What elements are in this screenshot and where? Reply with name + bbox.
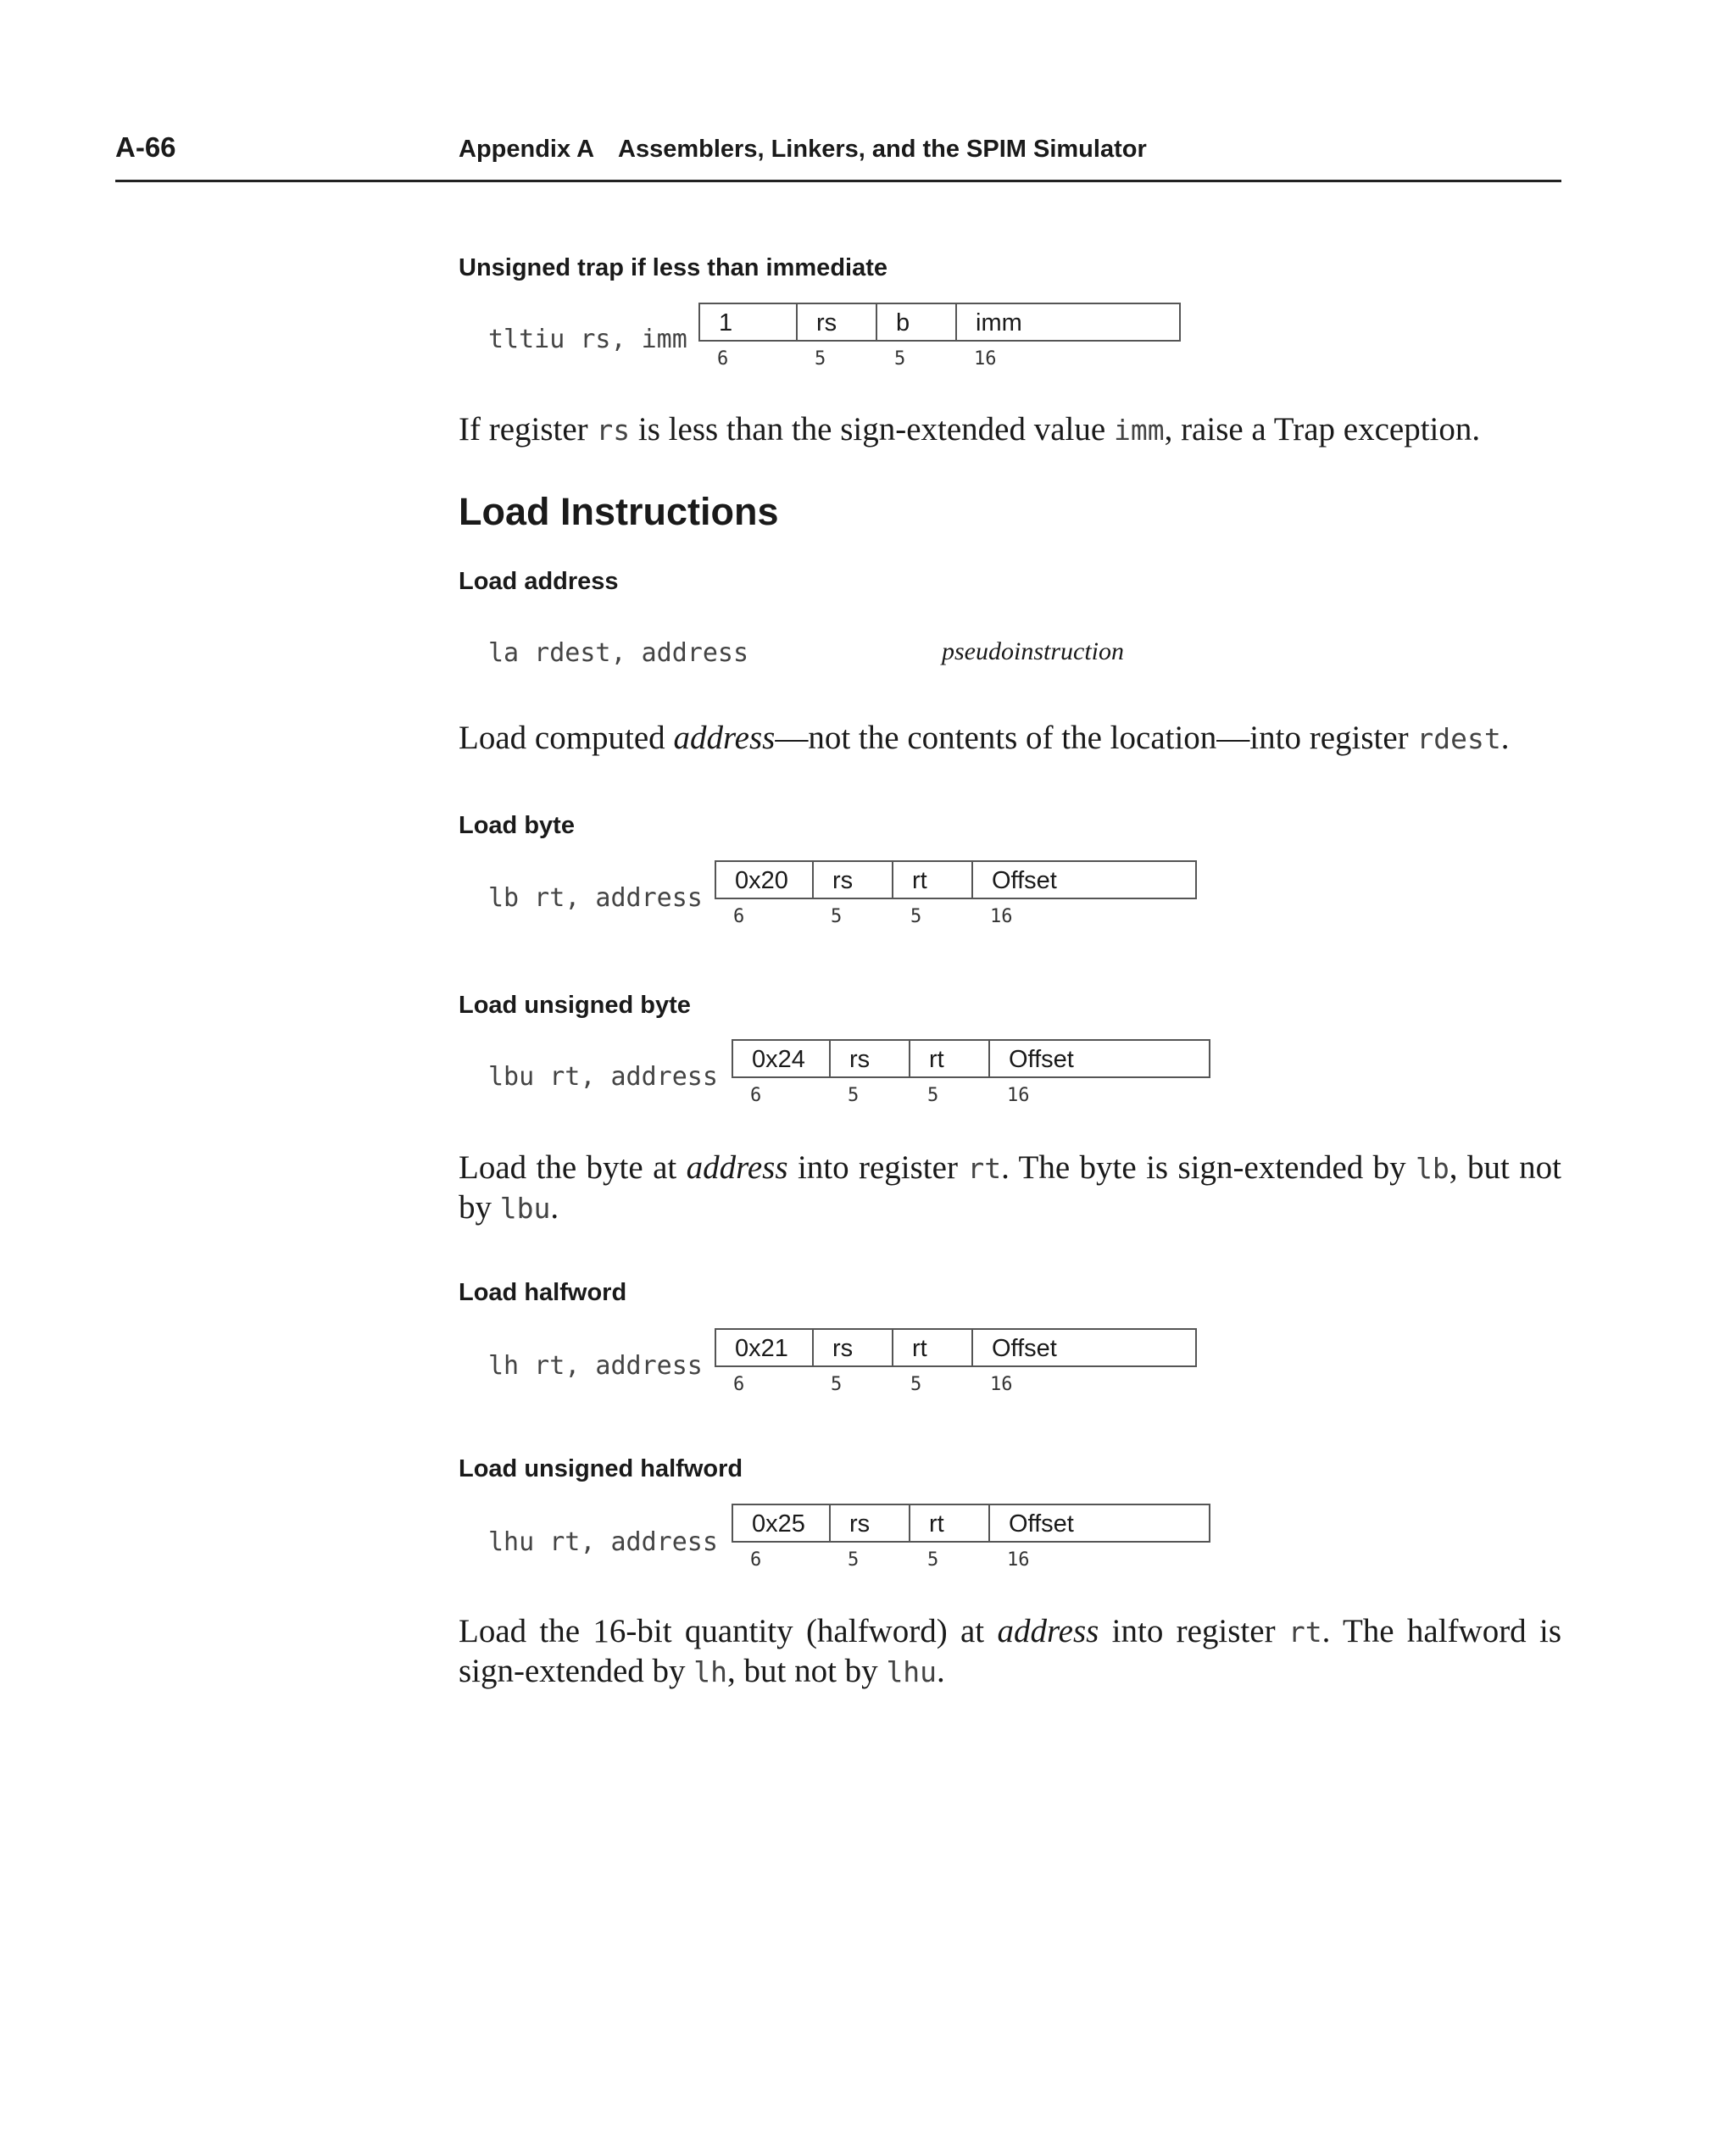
bit-width: 6 (750, 1085, 762, 1106)
bit-width: 16 (990, 906, 1013, 927)
format-fields (715, 1328, 1197, 1367)
lbu-heading: Load unsigned byte (459, 992, 691, 1019)
page-number: A-66 (115, 131, 176, 163)
la-description (459, 719, 1561, 759)
field-opcode: 0x20 (716, 862, 814, 898)
bit-width: 5 (815, 348, 826, 370)
format-fields (698, 303, 1181, 342)
field-rs: rs (814, 1330, 893, 1365)
format-fields (732, 1504, 1210, 1543)
text: . The halfword is sign-extended by (459, 1613, 1561, 1689)
code-term: lhu (886, 1655, 938, 1688)
text: Load the byte at (459, 1149, 687, 1186)
bit-width: 16 (1007, 1549, 1030, 1571)
format-fields (715, 860, 1197, 899)
la-syntax: la rdest, address (488, 638, 749, 668)
tltiu-description (459, 410, 1561, 450)
field-offset: Offset (1009, 1046, 1074, 1073)
pseudoinstruction-note: pseudoinstruction (942, 637, 1124, 665)
bit-width: 16 (1007, 1085, 1030, 1106)
field-rt: rt (910, 1041, 990, 1076)
lhu-format (732, 1504, 1210, 1573)
field-offset: Offset (992, 1335, 1057, 1362)
format-bit-widths (732, 1548, 1210, 1573)
italic-term: address (673, 720, 776, 756)
tltiu-format (698, 303, 1181, 372)
bit-width: 5 (927, 1085, 939, 1106)
tltiu-syntax: tltiu rs, imm (488, 325, 687, 354)
field-opcode: 0x21 (716, 1330, 814, 1365)
header-rule (115, 180, 1561, 182)
bit-width: 5 (848, 1085, 860, 1106)
text: . The byte is sign-extended by (1001, 1149, 1416, 1186)
code-term: lbu (499, 1192, 551, 1225)
lb-syntax: lb rt, address (488, 883, 703, 913)
halfword-description (459, 1612, 1561, 1692)
tltiu-heading: Unsigned trap if less than immediate (459, 254, 887, 281)
italic-term: address (997, 1613, 1099, 1649)
bit-width: 5 (848, 1549, 860, 1571)
field-opcode: 0x24 (733, 1041, 831, 1076)
bit-width: 6 (717, 348, 729, 370)
field-rt: rt (893, 1330, 973, 1365)
chapter-title: Assemblers, Linkers, and the SPIM Simulator (618, 136, 1147, 163)
code-term: lh (693, 1655, 728, 1688)
code-term: rs (596, 414, 631, 447)
lhu-heading: Load unsigned halfword (459, 1455, 743, 1482)
text: , but not by (459, 1149, 1561, 1226)
field-offset: Offset (992, 867, 1057, 894)
field-rs: rs (798, 304, 877, 340)
la-heading: Load address (459, 568, 619, 595)
running-head (459, 136, 1147, 164)
lh-syntax: lh rt, address (488, 1351, 703, 1381)
field-offset: Offset (1009, 1510, 1074, 1538)
text: If register (459, 411, 597, 448)
text: , raise a Trap exception. (1164, 411, 1481, 448)
lb-format (715, 860, 1197, 930)
code-term: imm (1113, 414, 1165, 447)
bit-width: 16 (974, 348, 997, 370)
field-rt: rt (893, 862, 973, 898)
section-title: Load Instructions (459, 490, 779, 533)
lbu-syntax: lbu rt, address (488, 1062, 718, 1092)
text: . (937, 1653, 945, 1689)
format-fields (732, 1039, 1210, 1078)
format-bit-widths (715, 1372, 1197, 1398)
bit-width: 6 (750, 1549, 762, 1571)
text: , but not by (727, 1653, 887, 1689)
bit-width: 5 (831, 1374, 843, 1395)
lh-format (715, 1328, 1197, 1398)
field-opcode: 1 (700, 304, 798, 340)
field-opcode: 0x25 (733, 1505, 831, 1541)
text: into register (1099, 1613, 1288, 1649)
format-bit-widths (732, 1083, 1210, 1109)
field-rs: rs (831, 1041, 910, 1076)
text: Load the 16-bit quantity (halfword) at (459, 1613, 998, 1649)
bit-width: 5 (831, 906, 843, 927)
lbu-format (732, 1039, 1210, 1109)
field-rs: rs (814, 862, 893, 898)
appendix-label: Appendix A (459, 136, 595, 163)
bit-width: 16 (990, 1374, 1013, 1395)
bit-width: 5 (910, 906, 922, 927)
lb-heading: Load byte (459, 812, 575, 839)
code-term: lb (1416, 1152, 1449, 1185)
text: into register (787, 1149, 968, 1186)
lh-heading: Load halfword (459, 1279, 627, 1306)
text: . (1500, 720, 1510, 756)
byte-description (459, 1148, 1561, 1228)
field-rs: rs (831, 1505, 910, 1541)
italic-term: address (686, 1149, 788, 1186)
text: Load computed (459, 720, 674, 756)
code-term: rt (1288, 1615, 1322, 1649)
field-rt: rt (910, 1505, 990, 1541)
bit-width: 5 (927, 1549, 939, 1571)
bit-width: 5 (910, 1374, 922, 1395)
bit-width: 5 (894, 348, 906, 370)
bit-width: 6 (733, 1374, 745, 1395)
text: . (550, 1189, 559, 1226)
bit-width: 6 (733, 906, 745, 927)
format-bit-widths (698, 347, 1181, 372)
field-b: b (877, 304, 957, 340)
lhu-syntax: lhu rt, address (488, 1527, 718, 1557)
text: —not the contents of the location—into register (775, 720, 1417, 756)
code-term: rt (967, 1152, 1002, 1185)
format-bit-widths (715, 904, 1197, 930)
text: is less than the sign-extended value (630, 411, 1114, 448)
field-imm: imm (976, 309, 1022, 336)
code-term: rdest (1416, 722, 1501, 755)
